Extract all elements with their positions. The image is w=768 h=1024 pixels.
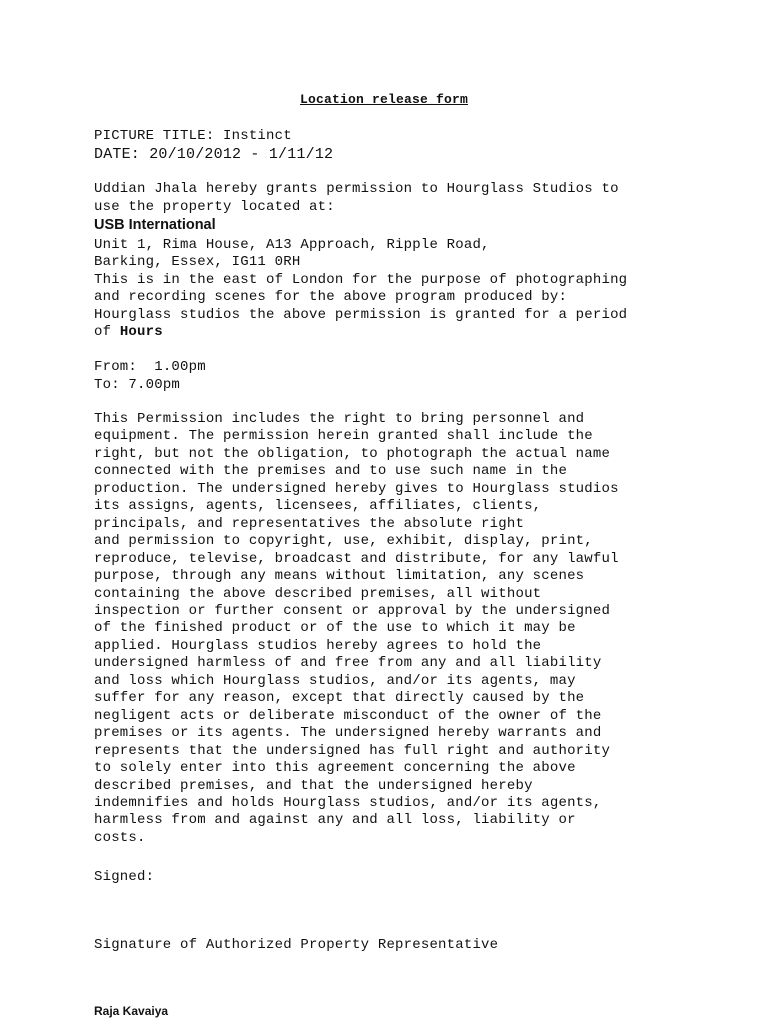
body-line: to solely enter into this agreement concerning the above bbox=[94, 760, 576, 777]
purpose-line-1: This is in the east of London for the purpose of photographing bbox=[94, 272, 628, 288]
body-line: principals, and representatives the absolute right bbox=[94, 515, 525, 532]
body-line: reproduce, televise, broadcast and distribute, for any lawful bbox=[94, 550, 619, 567]
signer-name: Raja Kavaiya bbox=[94, 1004, 169, 1018]
body-line: indemnifies and holds Hourglass studios, and/or its agents, bbox=[94, 794, 602, 811]
body-line: equipment. The permission herein granted shall include the bbox=[94, 428, 593, 445]
form-title: Location release form bbox=[299, 92, 469, 107]
from-time: 1.00pm bbox=[154, 359, 206, 375]
body-line: represents that the undersigned has full right and authority bbox=[94, 742, 611, 759]
date-value: 20/10/2012 - 1/11/12 bbox=[149, 146, 334, 163]
grant-line-2: use the property located at: bbox=[94, 199, 335, 215]
address-line-1: Unit 1, Rima House, A13 Approach, Ripple Road, bbox=[94, 237, 490, 253]
signed-label: Signed: bbox=[94, 869, 155, 885]
from-label: From: bbox=[94, 359, 138, 375]
purpose-line-2: and recording scenes for the above program produced by: bbox=[94, 289, 568, 305]
body-line: right, but not the obligation, to photograph the actual name bbox=[94, 445, 611, 462]
body-line: undersigned harmless of and free from any and all liability bbox=[94, 655, 602, 672]
body-line: of the finished product or of the use to which it may be bbox=[94, 620, 576, 637]
signature-caption: Signature of Authorized Property Representative bbox=[94, 937, 499, 953]
purpose-line-3: Hourglass studios the above permission is granted for a period bbox=[94, 307, 628, 323]
period-row bbox=[94, 324, 163, 342]
from-row bbox=[94, 359, 206, 377]
permission-body bbox=[94, 411, 619, 847]
date-row bbox=[94, 146, 333, 164]
picture-title-value: Instinct bbox=[223, 128, 292, 144]
body-line: production. The undersigned hereby gives to Hourglass studios bbox=[94, 480, 619, 497]
body-line: harmless from and against any and all loss, liability or bbox=[94, 812, 576, 829]
body-line: described premises, and that the undersigned hereby bbox=[94, 777, 533, 794]
body-line: suffer for any reason, except that directly caused by the bbox=[94, 690, 585, 707]
to-row bbox=[94, 377, 180, 395]
body-line: applied. Hourglass studios hereby agrees to hold the bbox=[94, 637, 542, 654]
company-name: USB International bbox=[94, 217, 216, 233]
address-line-2: Barking, Essex, IG11 0RH bbox=[94, 254, 301, 270]
picture-title-row bbox=[94, 128, 292, 146]
to-time: 7.00pm bbox=[128, 377, 181, 393]
date-label: DATE: bbox=[94, 146, 141, 163]
body-line: and loss which Hourglass studios, and/or its agents, may bbox=[94, 672, 576, 689]
body-line: This Permission includes the right to bring personnel and bbox=[94, 411, 585, 427]
body-line: its assigns, agents, licensees, affiliates, clients, bbox=[94, 498, 542, 515]
grant-line-1: Uddian Jhala hereby grants permission to Hourglass Studios to bbox=[94, 181, 619, 197]
body-line: premises or its agents. The undersigned hereby warrants and bbox=[94, 725, 602, 742]
period-prefix: of bbox=[94, 324, 120, 340]
body-line: containing the above described premises, all without bbox=[94, 585, 542, 602]
body-line: purpose, through any means without limitation, any scenes bbox=[94, 568, 585, 585]
to-label: To: bbox=[94, 377, 120, 393]
body-line: and permission to copyright, use, exhibit, display, print, bbox=[94, 533, 593, 550]
period-unit: Hours bbox=[119, 324, 163, 340]
body-line: connected with the premises and to use such name in the bbox=[94, 463, 568, 480]
body-line: negligent acts or deliberate misconduct of the owner of the bbox=[94, 707, 602, 724]
picture-title-label: PICTURE TITLE: bbox=[94, 128, 215, 144]
body-line: costs. bbox=[94, 829, 146, 846]
body-line: inspection or further consent or approval by the undersigned bbox=[94, 602, 611, 619]
